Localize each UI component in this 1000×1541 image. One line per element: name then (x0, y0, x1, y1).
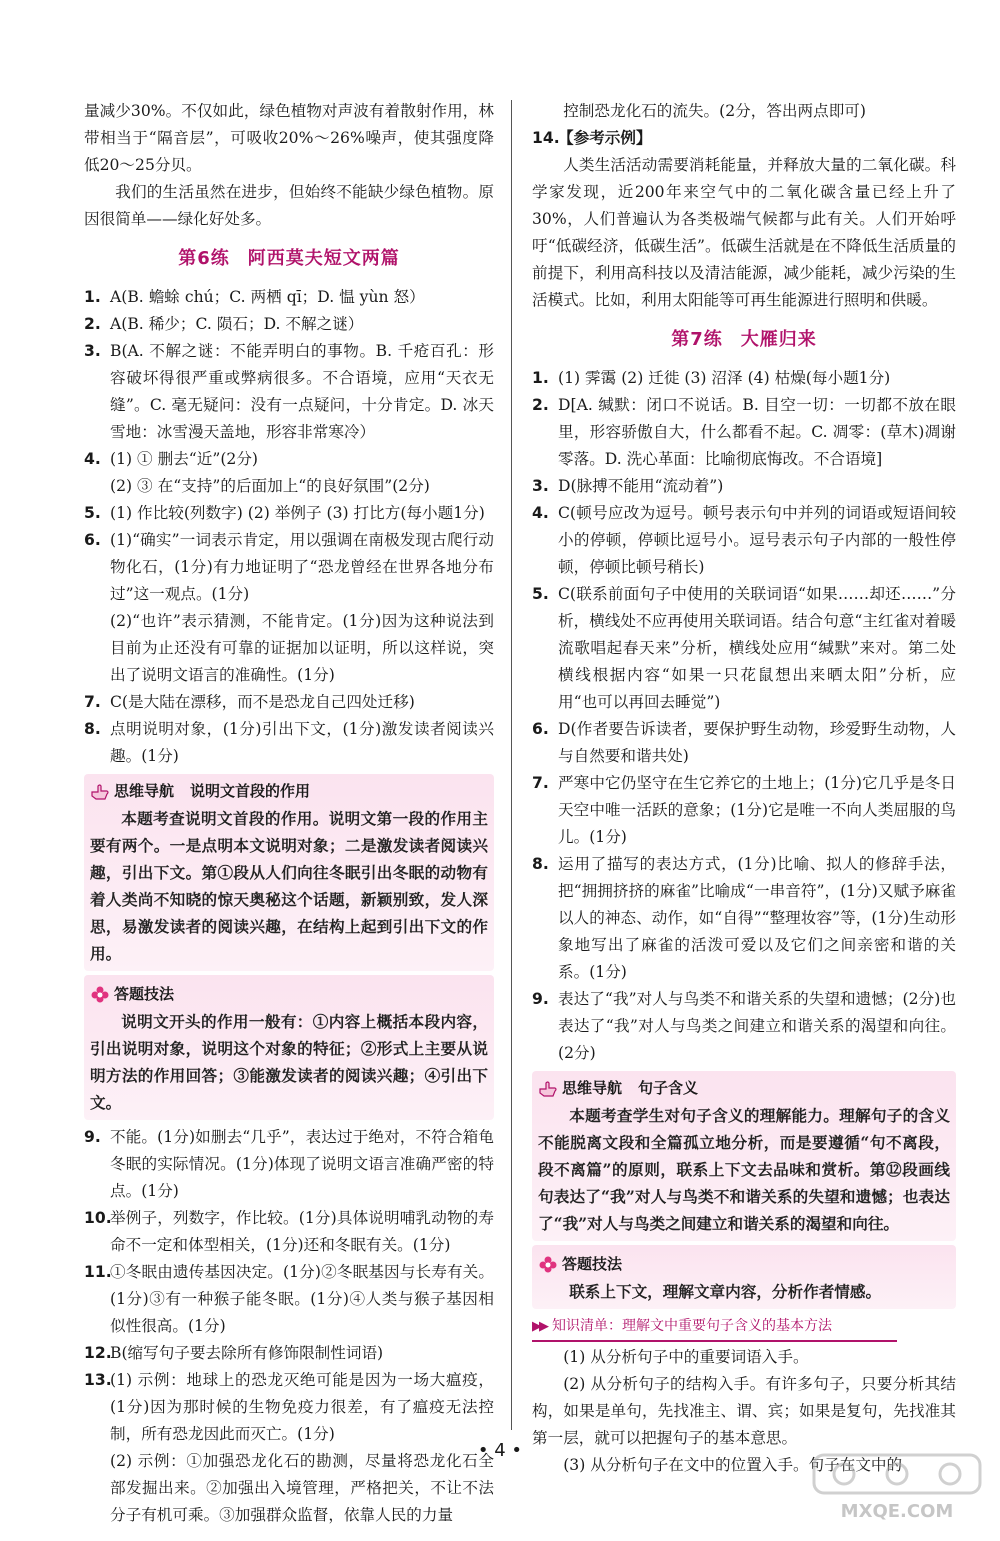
answer-item (532, 851, 956, 986)
answer-item (84, 716, 494, 770)
section-name: 阿西莫夫短文两篇 (247, 248, 400, 269)
answer-item (84, 1259, 494, 1340)
section-prefix: 第7练 (671, 329, 723, 350)
answer-item (532, 581, 956, 716)
item-number: 5. (532, 585, 549, 603)
thinking-nav-label: 思维导航 (562, 1079, 623, 1097)
column-divider (511, 100, 512, 1430)
thinking-nav-subtitle: 说明文首段的作用 (190, 782, 311, 800)
item-text: (1) 作比较(列数字) (2) 举例子 (3) 打比方(每小题1分) (110, 504, 485, 522)
item-text: A(B. 稀少；C. 陨石；D. 不解之谜） (110, 315, 364, 333)
answer-tip-box (84, 975, 494, 1120)
item-text: ①冬眠由遗传基因决定。(1分)②冬眠基因与长寿有关。(1分)③有一种猴子能冬眠。(1分)④人类与猴子基因相似性很高。(1分) (110, 1263, 494, 1335)
item-text: A(B. 蟾蜍 chú；C. 两栖 qī；D. 愠 yùn 怒） (110, 288, 425, 306)
answer-item-14 (532, 125, 956, 152)
answer-item (532, 473, 956, 500)
item-number: 6. (532, 720, 549, 738)
page-number: • 4 • (477, 1440, 523, 1461)
answer-item (84, 311, 494, 338)
right-column (532, 98, 956, 1479)
item-text: (1)“确实”一词表示肯定，用以强调在南极发现古爬行动物化石，(1分)有力地证明了“恐龙曾经在世界各地分布过”这一观点。(1分) (2)“也许”表示猜测，不能肯定。(1分)因为这种说法到目前为止还没有可靠的证据加以证明，所以这样说，突出了说明文语言的准确性。(1分) (110, 531, 494, 684)
item-number: 11. (84, 1263, 112, 1281)
thinking-nav-body: 本题考查说明文首段的作用。说明文第一段的作用主要有两个。一是点明本文说明对象；二是激发读者阅读兴趣，引出下文。第①段从人们向往冬眠引出冬眠的动物有着人类尚不知晓的惊天奥秘这个话题，新颖别致，发人深思，易激发读者的阅读兴趣，在结构上起到引出下文的作用。 (90, 809, 488, 963)
knowledge-point-2: (2) 从分析句子的结构入手。有许多句子，只要分析其结构，如果是单句，先找准主、谓、宾；如果是复句，先找准其第一层，就可以把握句子的基本意思。 (532, 1375, 956, 1447)
item-text: C(是大陆在漂移，而不是恐龙自己四处迁移) (110, 693, 415, 711)
item-text: 举例子，列数字，作比较。(1分)具体说明哺乳动物的寿命不一定和体型相关，(1分)还和冬眠有关。(1分) (110, 1209, 494, 1254)
item-number: 2. (532, 396, 549, 414)
item-number: 1. (532, 369, 549, 387)
thinking-nav-subtitle: 句子含义 (638, 1079, 699, 1097)
item-number: 8. (532, 855, 549, 873)
answer-item (84, 1340, 494, 1367)
flower-icon (538, 1256, 558, 1274)
answer-14-body: 人类生活活动需要消耗能量，并释放大量的二氧化碳。科学家发现，近200年来空气中的二氧化碳含量已经上升了30%，人们普遍认为各类极端气候都与此有关。人们开始呼吁“低碳经济，低碳生活”。低碳生活就是在不降低生活质量的前提下，利用高科技以及清洁能源，减少能耗，减少污染的生活模式。比如，利用太阳能等可再生能源进行照明和供暖。 (532, 156, 956, 309)
continued-answer: 控制恐龙化石的流失。(2分，答出两点即可) (563, 102, 866, 120)
thinking-nav-body: 本题考查学生对句子含义的理解能力。理解句子的含义不能脱离文段和全篇孤立地分析，而是要遵循“句不离段，段不离篇”的原则，联系上下文去品味和赏析。第⑫段画线句表达了“我”对人与鸟类不和谐关系的失望和遗憾；也表达了“我”对人与鸟类之间建立和谐关系的渴望和向往。 (538, 1106, 950, 1233)
thinking-nav-box (532, 1071, 956, 1241)
double-arrow-icon: ▶▶ (532, 1319, 546, 1334)
item-number: 3. (532, 477, 549, 495)
knowledge-title: 知识清单：理解文中重要句子含义的基本方法 (552, 1318, 832, 1334)
answer-tip-box (532, 1245, 956, 1309)
answer-tip-label: 答题技法 (114, 985, 175, 1003)
knowledge-point-3: (3) 从分析句子在文中的位置入手。句子在文中的 (563, 1456, 903, 1474)
watermark-graphic (812, 1451, 982, 1497)
thinking-nav-label: 思维导航 (114, 782, 175, 800)
item-number: 2. (84, 315, 101, 333)
answer-item (84, 689, 494, 716)
item-number: 1. (84, 288, 101, 306)
watermark-text: MXQE.COM (840, 1501, 954, 1522)
item-number: 4. (532, 504, 549, 522)
answer-item (532, 770, 956, 851)
item-number: 9. (84, 1128, 101, 1146)
answer-item (532, 986, 956, 1067)
section-title-6 (84, 245, 494, 272)
section-name: 大雁归来 (740, 329, 817, 350)
item-text: (1) 霁霭 (2) 迁徙 (3) 沼泽 (4) 枯燥(每小题1分) (558, 369, 891, 387)
answer-item (84, 527, 494, 689)
item-text: 表达了“我”对人与鸟类不和谐关系的失望和遗憾；(2分)也表达了“我”对人与鸟类之间建立和谐关系的渴望和向往。(2分) (558, 990, 956, 1062)
item-text: D(作者要告诉读者，要保护野生动物，珍爱野生动物，人与自然要和谐共处) (558, 720, 956, 765)
intro-paragraph-2: 我们的生活虽然在进步，但始终不能缺少绿色植物。原因很简单——绿化好处多。 (84, 183, 494, 228)
answer-item (532, 365, 956, 392)
answer-tip-label: 答题技法 (562, 1255, 623, 1273)
answer-item (84, 446, 494, 500)
item-number: 7. (84, 693, 101, 711)
hand-pointer-icon (538, 1080, 558, 1098)
thinking-nav-header (90, 778, 488, 805)
knowledge-point-1: (1) 从分析句子中的重要词语入手。 (563, 1348, 809, 1366)
item-text: C(顿号应改为逗号。顿号表示句中并列的词语或短语间较小的停顿，停顿比逗号小。逗号表示句子内部的一般性停顿，停顿比顿号稍长) (558, 504, 956, 576)
section-prefix: 第6练 (178, 248, 230, 269)
item-number: 8. (84, 720, 101, 738)
answer-item (84, 1205, 494, 1259)
item-number: 12. (84, 1344, 112, 1362)
answer-tip-body: 说明文开头的作用一般有：①内容上概括本段内容，引出说明对象，说明这个对象的特征；②形式上主要从说明方法的作用回答；③能激发读者的阅读兴趣；④引出下文。 (90, 1012, 488, 1112)
flower-icon (90, 986, 110, 1004)
item-text: B(缩写句子要去除所有修饰限制性词语) (110, 1344, 384, 1362)
answer-item (84, 500, 494, 527)
watermark-logo (812, 1451, 982, 1523)
item-text: (1) 示例：地球上的恐龙灭绝可能是因为一场大瘟疫，(1分)因为那时候的生物免疫力很差，有了瘟疫无法控制，所有恐龙因此而灭亡。(1分) (2) 示例：①加强恐龙化石的勘测，尽量将恐龙化石全部发掘出来。②加强出入境管理，严格把关，不让不法分子有机可乘。③加强群众监督，依靠人民的力量 (110, 1371, 494, 1524)
answer-tip-header (538, 1251, 950, 1278)
item-text: D(脉搏不能用“流动着”) (558, 477, 724, 495)
item-text: 运用了描写的表达方式，(1分)比喻、拟人的修辞手法，把“拥拥挤挤的麻雀”比喻成“一串音符”，(1分)又赋予麻雀以人的神态、动作，如“自得”“整理妆容”等，(1分)生动形象地写出了麻雀的活泼可爱以及它们之间亲密和谐的关系。(1分) (558, 855, 956, 981)
thinking-nav-box (84, 774, 494, 971)
answer-item (84, 284, 494, 311)
item-number: 13. (84, 1371, 112, 1389)
hand-pointer-icon (90, 783, 110, 801)
item-text: D[A. 缄默：闭口不说话。B. 目空一切：一切都不放在眼里，形容骄傲自大，什么都看不起。C. 凋零：(草木)凋谢零落。D. 洗心革面：比喻彻底悔改。不合语境] (558, 396, 956, 468)
answer-item (532, 716, 956, 770)
answer-list-right (532, 365, 956, 1067)
item-text: B(A. 不解之谜：不能弄明白的事物。B. 千疮百孔：形容破坏得很严重或弊病很多。不合语境，应用“天衣无缝”。C. 毫无疑问：没有一点疑问，十分肯定。D. 冰天雪地：冰雪漫天盖地，形容非常寒冷） (110, 342, 494, 441)
reference-example-label: 【参考示例】 (558, 129, 652, 147)
item-text: 不能。(1分)如删去“几乎”，表达过于绝对，不符合箱龟冬眠的实际情况。(1分)体现了说明文语言准确严密的特点。(1分) (110, 1128, 494, 1200)
item-number: 5. (84, 504, 101, 522)
answer-list-b (84, 1124, 494, 1529)
answer-item (532, 392, 956, 473)
answer-item (532, 500, 956, 581)
answer-item (84, 1124, 494, 1205)
item-number: 14. (532, 129, 560, 147)
answer-list-a (84, 284, 494, 770)
item-text: (1) ① 删去“近”(2分) (2) ③ 在“支持”的后面加上“的良好氛围”(2分) (110, 450, 430, 495)
item-text: 严寒中它仍坚守在生它养它的土地上；(1分)它几乎是冬日天空中唯一活跃的意象；(1分)它是唯一不向人类屈服的鸟儿。(1分) (558, 774, 956, 846)
item-number: 3. (84, 342, 101, 360)
item-text: C(联系前面句子中使用的关联词语“如果……却还……”分析，横线处不应再使用关联词语。结合句意“主红雀对着暖流歌唱起春天来”分析，横线处应用“缄默”来对。第二处横线根据内容“如果一只花鼠想出来晒太阳”分析，应用“也可以再回去睡觉”) (558, 585, 956, 711)
item-number: 10. (84, 1209, 112, 1227)
answer-tip-header (90, 981, 488, 1008)
intro-paragraph-1: 量减少30%。不仅如此，绿色植物对声波有着散射作用，林带相当于“隔音层”，可吸收20%～26%噪声，使其强度降低20～25分贝。 (84, 102, 494, 174)
section-title-7 (532, 326, 956, 353)
left-column (84, 98, 494, 1529)
item-number: 9. (532, 990, 549, 1008)
item-number: 6. (84, 531, 101, 549)
thinking-nav-header (538, 1075, 950, 1102)
item-text: 点明说明对象，(1分)引出下文，(1分)激发读者阅读兴趣。(1分) (110, 720, 494, 765)
item-number: 4. (84, 450, 101, 468)
knowledge-list-header (532, 1313, 897, 1342)
item-number: 7. (532, 774, 549, 792)
answer-item (84, 338, 494, 446)
answer-tip-body: 联系上下文，理解文章内容，分析作者情感。 (569, 1282, 882, 1301)
